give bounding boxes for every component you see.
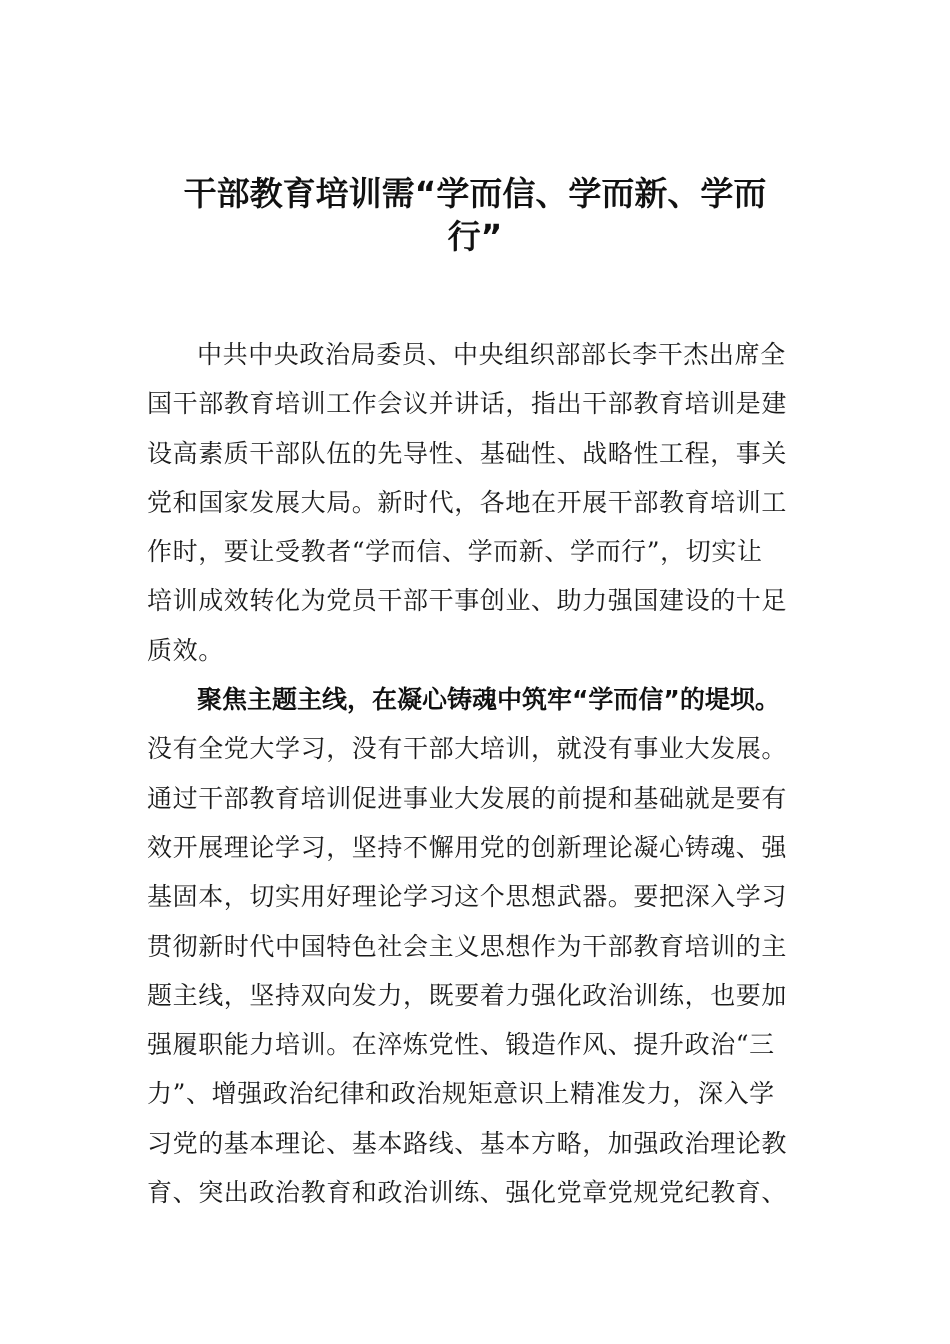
paragraph-line: 设高素质干部队伍的先导性、基础性、战略性工程，事关	[147, 438, 788, 468]
title-line-2: 行”	[447, 217, 503, 256]
paragraph-line: 效开展理论学习，坚持不懈用党的创新理论凝心铸魂、强	[147, 832, 788, 862]
paragraph-line: 贯彻新时代中国特色社会主义思想作为干部教育培训的主	[147, 931, 788, 961]
paragraph-line: 党和国家发展大局。新时代，各地在开展干部教育培训工	[147, 487, 788, 517]
paragraph-line: 中共中央政治局委员、中央组织部部长李干杰出席全	[197, 340, 786, 369]
paragraph-line: 培训成效转化为党员干部干事创业、助力强国建设的十足	[147, 586, 788, 616]
paragraph-heading-line	[147, 675, 817, 724]
paragraph-line: 强履职能力培训。在淬炼党性、锻造作风、提升政治“三	[147, 1030, 775, 1060]
paragraph-heading: 聚焦主题主线，在凝心铸魂中筑牢“学而信”的堤坝。	[197, 685, 780, 715]
document-body	[147, 330, 817, 1217]
paragraph-line: 作时，要让受教者“学而信、学而新、学而行”，切实让	[147, 537, 763, 567]
paragraph-line: 力”、增强政治纪律和政治规矩意识上精准发力，深入学	[147, 1079, 775, 1109]
paragraph-line: 题主线，坚持双向发力，既要着力强化政治训练，也要加	[147, 980, 788, 1010]
paragraph-line: 通过干部教育培训促进事业大发展的前提和基础就是要有	[147, 783, 788, 813]
paragraph-line: 习党的基本理论、基本路线、基本方略，加强政治理论教	[147, 1128, 788, 1158]
paragraph-line: 国干部教育培训工作会议并讲话，指出干部教育培训是建	[147, 389, 788, 419]
paragraph-1	[147, 330, 817, 675]
paragraph-line: 育、突出政治教育和政治训练、强化党章党规党纪教育、	[147, 1178, 788, 1208]
title-line-1: 干部教育培训需“学而信、学而新、学而	[183, 174, 767, 213]
paragraph-line: 基固本，切实用好理论学习这个思想武器。要把深入学习	[147, 882, 788, 912]
paragraph-2	[147, 675, 817, 1217]
paragraph-line: 质效。	[147, 635, 224, 665]
paragraph-line: 没有全党大学习，没有干部大培训，就没有事业大发展。	[147, 734, 788, 764]
document-title	[140, 172, 810, 258]
